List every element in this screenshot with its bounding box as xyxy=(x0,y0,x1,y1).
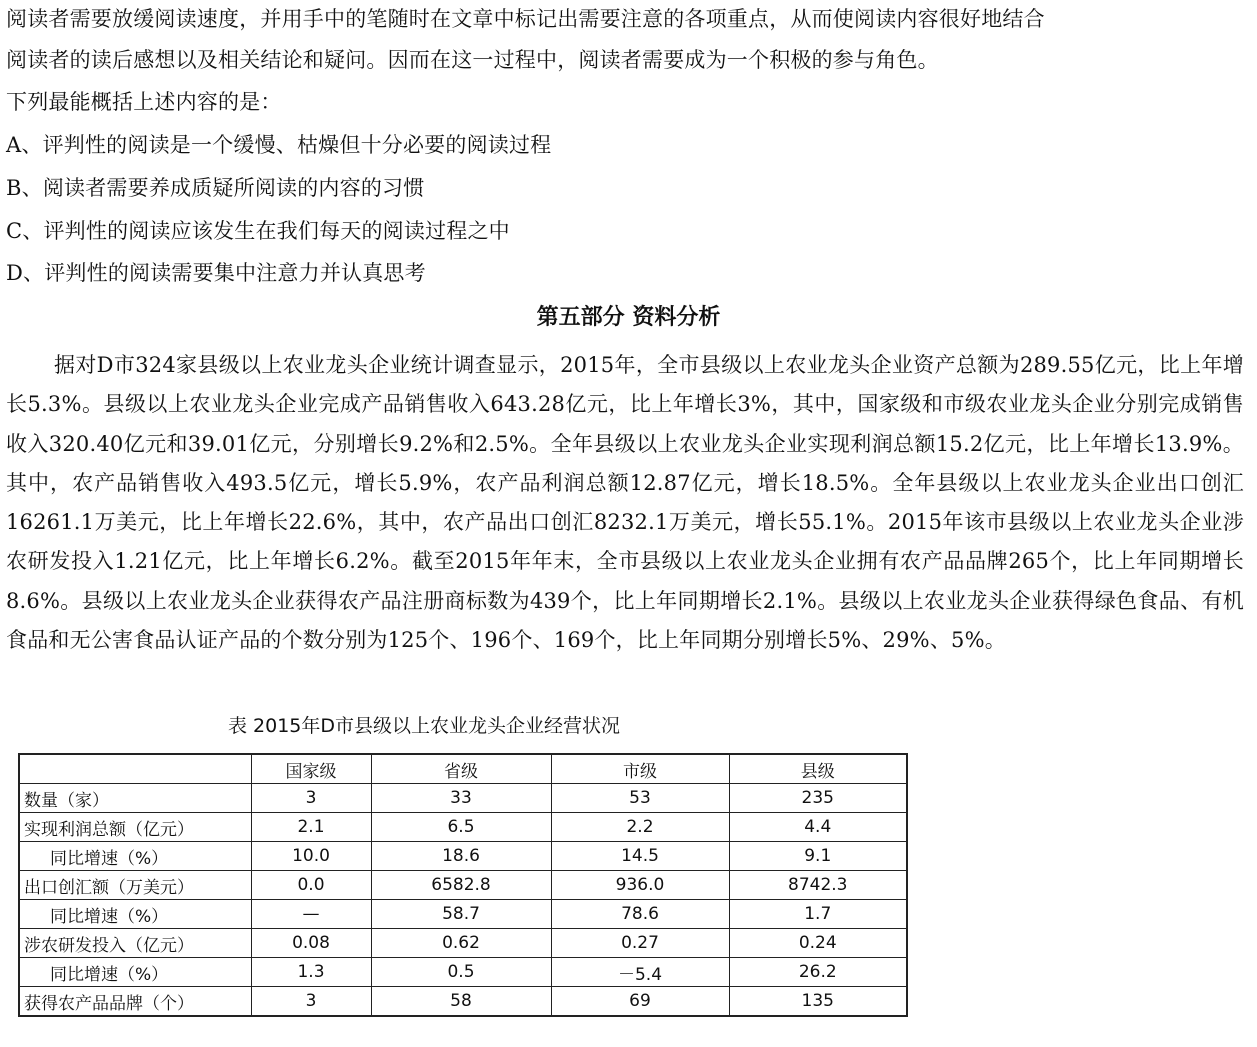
table-cell: 0.0 xyxy=(251,871,371,900)
row-label: 实现利润总额（亿元） xyxy=(19,813,251,842)
table-cell: 0.08 xyxy=(251,929,371,958)
option-b: B、阅读者需要养成质疑所阅读的内容的习惯 xyxy=(6,176,425,200)
table-cell: 1.3 xyxy=(251,958,371,987)
table-row xyxy=(19,842,907,871)
table-cell: 8742.3 xyxy=(729,871,907,900)
table-cell: 78.6 xyxy=(551,900,729,929)
table-cell: 6.5 xyxy=(371,813,551,842)
section-title: 第五部分 资料分析 xyxy=(536,304,721,330)
table-cell: 235 xyxy=(729,784,907,813)
table-row xyxy=(19,871,907,900)
table-cell: 4.4 xyxy=(729,813,907,842)
table-cell: 69 xyxy=(551,987,729,1017)
header-cell: 国家级 xyxy=(251,754,371,784)
table-cell: 0.24 xyxy=(729,929,907,958)
table-cell: 0.5 xyxy=(371,958,551,987)
row-label: 同比增速（%） xyxy=(19,958,251,987)
table-cell: 53 xyxy=(551,784,729,813)
row-label: 数量（家） xyxy=(19,784,251,813)
table-header-row xyxy=(19,754,907,784)
table-cell: 3 xyxy=(251,987,371,1017)
option-a: A、评判性的阅读是一个缓慢、枯燥但十分必要的阅读过程 xyxy=(6,133,552,157)
header-cell xyxy=(19,754,251,784)
header-cell: 市级 xyxy=(551,754,729,784)
table-cell: 10.0 xyxy=(251,842,371,871)
table-row xyxy=(19,987,907,1017)
option-d: D、评判性的阅读需要集中注意力并认真思考 xyxy=(6,261,426,285)
table-cell: 18.6 xyxy=(371,842,551,871)
table-cell: －5.4 xyxy=(551,958,729,987)
table-cell: 58 xyxy=(371,987,551,1017)
table-cell: 135 xyxy=(729,987,907,1017)
table-row xyxy=(19,784,907,813)
table-cell: 936.0 xyxy=(551,871,729,900)
row-label: 涉农研发投入（亿元） xyxy=(19,929,251,958)
table-row xyxy=(19,813,907,842)
table-row xyxy=(19,900,907,929)
table-row xyxy=(19,929,907,958)
table-cell: 58.7 xyxy=(371,900,551,929)
row-label: 同比增速（%） xyxy=(19,900,251,929)
row-label: 同比增速（%） xyxy=(19,842,251,871)
table-cell: 2.1 xyxy=(251,813,371,842)
table-cell: 14.5 xyxy=(551,842,729,871)
header-cell: 省级 xyxy=(371,754,551,784)
table-cell: — xyxy=(251,900,371,929)
table-cell: 0.27 xyxy=(551,929,729,958)
table-cell: 6582.8 xyxy=(371,871,551,900)
table-cell: 33 xyxy=(371,784,551,813)
row-label: 出口创汇额（万美元） xyxy=(19,871,251,900)
table-cell: 3 xyxy=(251,784,371,813)
table-caption: 表 2015年D市县级以上农业龙头企业经营状况 xyxy=(228,715,621,737)
table-cell: 2.2 xyxy=(551,813,729,842)
row-label: 获得农产品品牌（个） xyxy=(19,987,251,1017)
intro-line: 阅读者的读后感想以及相关结论和疑问。因而在这一过程中，阅读者需要成为一个积极的参与角色。 xyxy=(6,48,939,72)
data-table xyxy=(18,753,908,1017)
header-cell: 县级 xyxy=(729,754,907,784)
table-cell: 0.62 xyxy=(371,929,551,958)
table-row xyxy=(19,958,907,987)
table-cell: 1.7 xyxy=(729,900,907,929)
table-cell: 26.2 xyxy=(729,958,907,987)
option-c: C、评判性的阅读应该发生在我们每天的阅读过程之中 xyxy=(6,219,510,243)
question-stem: 下列最能概括上述内容的是： xyxy=(6,90,282,114)
intro-line: 阅读者需要放缓阅读速度，并用手中的笔随时在文章中标记出需要注意的各项重点，从而使阅读内容很好地结合 xyxy=(6,7,1045,31)
data-passage: 据对D市324家县级以上农业龙头企业统计调查显示，2015年，全市县级以上农业龙头企业资产总额为289.55亿元，比上年增长5.3%。县级以上农业龙头企业完成产品销售收入643.28亿元，比上年增长3%，其中，国家级和市级农业龙头企业分别完成销售收入320.40亿元和39.01亿元，分别增长9.2%和2.5%。全年县级以上农业龙头企业实现利润总额15.2亿元，比上年增长13.9%。其中，农产品销售收入493.5亿元，增长5.9%，农产品利润总额12.87亿元，增长18.5%。全年县级以上农业龙头企业出口创汇16261.1万美元，比上年增长22.6%，其中，农产品出口创汇8232.1万美元，增长55.1%。2015年该市县级以上农业龙头企业涉农研发投入1.21亿元，比上年增长6.2%。截至2015年年末，全市县级以上农业龙头企业拥有农产品品牌265个，比上年同期增长8.6%。县级以上农业龙头企业获得农产品注册商标数为439个，比上年同期增长2.1%。县级以上农业龙头企业获得绿色食品、有机食品和无公害食品认证产品的个数分别为125个、196个、169个，比上年同期分别增长5%、29%、5%。 xyxy=(6,353,1244,653)
table-cell: 9.1 xyxy=(729,842,907,871)
